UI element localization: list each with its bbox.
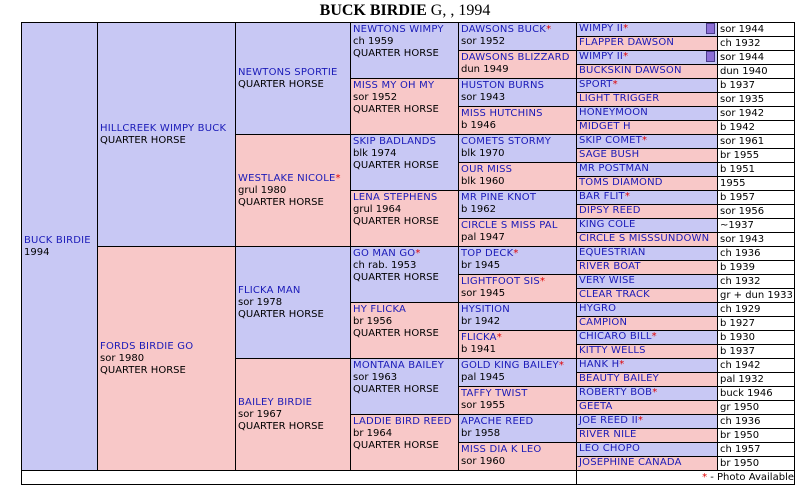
- horse-name-line: [461, 164, 575, 176]
- gen4-horse-cell: [350, 190, 460, 247]
- photo-star: *: [652, 387, 658, 398]
- page-title: [0, 2, 810, 20]
- horse-breed-line: QUARTER HORSE: [238, 420, 324, 432]
- horse-breed-line: QUARTER HORSE: [353, 384, 439, 395]
- horse-name-link[interactable]: RIVER NILE: [579, 429, 637, 440]
- horse-name-line: [353, 360, 457, 372]
- gen6-horse-cell: [576, 260, 719, 275]
- gen6-horse-info: pal 1932: [717, 372, 795, 387]
- gen4-horse-cell: [350, 302, 460, 359]
- gen6-horse-cell: [576, 428, 719, 443]
- horse-name-line: [238, 397, 349, 409]
- title-horse-details: G, , 1994: [426, 2, 491, 19]
- horse-name-line: [461, 192, 575, 204]
- gen5-horse-cell: [458, 134, 578, 163]
- gen6-horse-cell: [576, 120, 719, 135]
- gen6-horse-info: br 1955: [717, 148, 795, 163]
- gen5-horse-cell: [458, 442, 578, 471]
- horse-name-link[interactable]: HANK H: [579, 359, 620, 370]
- horse-name-link[interactable]: CIRCLE S MISS PAL: [461, 220, 558, 231]
- photo-star: *: [612, 79, 618, 90]
- horse-name-line: [461, 332, 575, 344]
- horse-name-link[interactable]: MIDGET H: [579, 121, 631, 132]
- horse-name-link[interactable]: BAR FLIT: [579, 191, 625, 202]
- horse-name-link[interactable]: WESTLAKE NICOLE: [238, 172, 336, 184]
- gen3-horse-cell: [235, 134, 352, 247]
- gen6-horse-info: 1955: [717, 176, 795, 191]
- gen5-horse-cell: [458, 162, 578, 191]
- horse-name-link[interactable]: GO MAN GO: [353, 248, 416, 259]
- gen6-horse-info: b 1927: [717, 316, 795, 331]
- horse-name-link[interactable]: APACHE REED: [461, 416, 534, 427]
- gen6-horse-info: buck 1946: [717, 386, 795, 401]
- gen6-horse-cell: [576, 414, 719, 429]
- horse-name-link[interactable]: NEWTONS WIMPY: [353, 24, 444, 35]
- horse-name-line: [461, 80, 575, 92]
- horse-detail-line: pal 1945: [461, 372, 505, 383]
- gen6-horse-info: b 1951: [717, 162, 795, 177]
- horse-name-link[interactable]: CHICARO BILL: [579, 331, 652, 342]
- horse-detail-line: br 1964: [353, 428, 393, 439]
- gen6-horse-cell: [576, 344, 719, 359]
- photo-star: *: [496, 332, 502, 343]
- gen5-horse-cell: [458, 302, 578, 331]
- gen6-horse-info: b 1937: [717, 344, 795, 359]
- horse-name-link[interactable]: SKIP BADLANDS: [353, 136, 437, 147]
- horse-name-line: [461, 304, 575, 316]
- legend-star: *: [702, 472, 708, 483]
- horse-breed-line: QUARTER HORSE: [238, 196, 324, 208]
- horse-detail-line: sor 1978: [238, 296, 283, 308]
- horse-name-link[interactable]: KING COLE: [579, 219, 636, 230]
- legend-text: - Photo Available: [707, 472, 794, 483]
- horse-name-link[interactable]: RIVER BOAT: [579, 261, 641, 272]
- horse-name-line: [353, 80, 457, 92]
- gen6-horse-cell: [576, 288, 719, 303]
- gen3-horse-cell: [235, 22, 352, 135]
- gen6-horse-cell: [576, 204, 719, 219]
- horse-name-line: [461, 360, 575, 372]
- horse-name-link[interactable]: NEWTONS SPORTIE: [238, 66, 338, 78]
- gen6-horse-cell: [576, 176, 719, 191]
- gen5-horse-cell: [458, 386, 578, 415]
- horse-name-line: [461, 52, 575, 64]
- horse-detail-line: br 1956: [353, 316, 393, 327]
- gen4-horse-cell: [350, 22, 460, 79]
- horse-breed-line: QUARTER HORSE: [353, 160, 439, 171]
- horse-breed-line: QUARTER HORSE: [238, 308, 324, 320]
- gen6-horse-info: sor 1943: [717, 232, 795, 247]
- horse-name-link[interactable]: HILLCREEK WIMPY BUCK: [100, 122, 227, 134]
- gen2-horse-cell: [97, 246, 237, 471]
- horse-name-link[interactable]: TAFFY TWIST: [461, 388, 528, 399]
- gen6-horse-cell: [576, 64, 719, 79]
- horse-name-line: [353, 304, 457, 316]
- horse-name-link[interactable]: SPORT: [579, 79, 613, 90]
- horse-detail-line: sor 1945: [461, 288, 506, 299]
- horse-name-line: [461, 136, 575, 148]
- gen6-horse-cell: [576, 316, 719, 331]
- horse-name-line: [238, 173, 349, 185]
- horse-name-link[interactable]: BAILEY BIRDIE: [238, 396, 313, 408]
- gen6-horse-cell: [576, 442, 719, 457]
- gen6-horse-cell: [576, 246, 719, 261]
- gen6-horse-info: ch 1932: [717, 274, 795, 289]
- horse-name-link[interactable]: HYGRO: [579, 303, 617, 314]
- horse-detail-line: grul 1964: [353, 204, 402, 215]
- gen6-horse-info: b 1939: [717, 260, 795, 275]
- horse-detail-line: dun 1949: [461, 64, 509, 75]
- horse-detail-line: sor 1960: [461, 456, 506, 467]
- gen6-horse-info: gr + dun 1933: [717, 288, 795, 303]
- gen4-horse-cell: [350, 134, 460, 191]
- horse-name-link[interactable]: LIGHTFOOT SIS: [461, 276, 540, 287]
- horse-name-line: [238, 285, 349, 297]
- horse-name-link[interactable]: FORDS BIRDIE GO: [100, 340, 194, 352]
- horse-name-link[interactable]: COMETS STORMY: [461, 136, 552, 147]
- horse-detail-line: QUARTER HORSE: [100, 134, 186, 146]
- horse-name-link[interactable]: MISS HUTCHINS: [461, 108, 543, 119]
- photo-thumbnail-icon[interactable]: [706, 51, 715, 62]
- horse-name-line: [461, 444, 575, 456]
- gen6-horse-cell: [576, 302, 719, 317]
- gen6-horse-cell: [576, 22, 719, 37]
- horse-name-link[interactable]: MR PINE KNOT: [461, 192, 537, 203]
- horse-breed-line: QUARTER HORSE: [100, 364, 186, 376]
- gen6-horse-info: sor 1944: [717, 50, 795, 65]
- horse-detail-line: b 1941: [461, 344, 496, 355]
- photo-star: *: [546, 24, 552, 35]
- horse-breed-line: QUARTER HORSE: [353, 104, 439, 115]
- gen4-horse-cell: [350, 246, 460, 303]
- horse-detail-line: sor 1967: [238, 408, 283, 420]
- horse-detail-line: pal 1947: [461, 232, 505, 243]
- gen6-horse-info: sor 1944: [717, 22, 795, 37]
- horse-name-link[interactable]: CLEAR TRACK: [579, 289, 650, 300]
- gen4-horse-cell: [350, 414, 460, 471]
- horse-name-link[interactable]: EQUESTRIAN: [579, 247, 646, 258]
- horse-name-line: [100, 123, 234, 135]
- horse-name-link[interactable]: LIGHT TRIGGER: [579, 93, 660, 104]
- horse-name-line: [461, 388, 575, 400]
- photo-star: *: [623, 23, 629, 34]
- horse-name-line: [461, 24, 575, 36]
- horse-breed-line: QUARTER HORSE: [353, 48, 439, 59]
- gen5-horse-cell: [458, 218, 578, 247]
- gen5-horse-cell: [458, 274, 578, 303]
- horse-name-link[interactable]: CIRCLE S MISSSUNDOWN: [579, 233, 710, 244]
- horse-breed-line: QUARTER HORSE: [353, 328, 439, 339]
- horse-detail-line: br 1945: [461, 260, 501, 271]
- horse-name-link[interactable]: BEAUTY BAILEY: [579, 373, 659, 384]
- gen6-horse-cell: [576, 330, 719, 345]
- horse-name-line: [461, 416, 575, 428]
- gen5-horse-cell: [458, 50, 578, 79]
- horse-detail-line: QUARTER HORSE: [238, 78, 324, 90]
- horse-detail-line: b 1946: [461, 120, 496, 131]
- horse-name-link[interactable]: ROBERTY BOB: [579, 387, 653, 398]
- horse-name-line: [461, 108, 575, 120]
- photo-available-legend: [702, 472, 794, 484]
- gen6-horse-info: b 1957: [717, 190, 795, 205]
- horse-detail-line: sor 1952: [353, 92, 398, 103]
- horse-name-link[interactable]: MISS DIA K LEO: [461, 444, 542, 455]
- horse-detail-line: blk 1970: [461, 148, 505, 159]
- gen6-horse-info: ~1937: [717, 218, 795, 233]
- gen6-horse-cell: [576, 218, 719, 233]
- horse-detail-line: sor 1963: [353, 372, 398, 383]
- gen4-horse-cell: [350, 358, 460, 415]
- horse-name-link[interactable]: GEETA: [579, 401, 613, 412]
- horse-name-link[interactable]: TOP DECK: [461, 248, 514, 259]
- horse-name-link[interactable]: BUCK BIRDIE: [24, 234, 91, 246]
- gen6-horse-info: gr 1950: [717, 400, 795, 415]
- gen5-horse-cell: [458, 246, 578, 275]
- photo-star: *: [651, 331, 657, 342]
- horse-name-line: [353, 136, 457, 148]
- photo-star: *: [641, 135, 647, 146]
- horse-name-link[interactable]: HY FLICKA: [353, 304, 407, 315]
- photo-star: *: [558, 360, 564, 371]
- photo-star: *: [623, 51, 629, 62]
- gen6-horse-info: sor 1935: [717, 92, 795, 107]
- gen5-horse-cell: [458, 22, 578, 51]
- horse-name-link[interactable]: WIMPY II: [579, 51, 624, 62]
- horse-breed-line: QUARTER HORSE: [353, 440, 439, 451]
- gen6-horse-info: dun 1940: [717, 64, 795, 79]
- gen6-horse-info: b 1942: [717, 120, 795, 135]
- horse-detail-line: ch 1959: [353, 36, 394, 47]
- gen3-horse-cell: [235, 246, 352, 359]
- horse-name-link[interactable]: JOE REED II: [579, 415, 638, 426]
- gen5-horse-cell: [458, 330, 578, 359]
- photo-star: *: [513, 248, 519, 259]
- horse-name-link[interactable]: DIPSY REED: [579, 205, 641, 216]
- gen1-horse-cell: [21, 22, 99, 471]
- horse-breed-line: QUARTER HORSE: [353, 272, 439, 283]
- gen6-horse-cell: [576, 134, 719, 149]
- horse-name-link[interactable]: OUR MISS: [461, 164, 513, 175]
- gen5-horse-cell: [458, 190, 578, 219]
- horse-name-link[interactable]: GOLD KING BAILEY: [461, 360, 559, 371]
- horse-detail-line: blk 1974: [353, 148, 397, 159]
- horse-name-line: [353, 248, 457, 260]
- horse-detail-line: 1994: [24, 246, 50, 258]
- horse-detail-line: sor 1980: [100, 352, 145, 364]
- horse-detail-line: grul 1980: [238, 184, 287, 196]
- gen6-horse-cell: [576, 148, 719, 163]
- horse-name-line: [461, 220, 575, 232]
- horse-detail-line: sor 1952: [461, 36, 506, 47]
- horse-name-link[interactable]: LADDIE BIRD REED: [353, 416, 452, 427]
- gen6-horse-info: ch 1942: [717, 358, 795, 373]
- horse-name-line: [461, 248, 575, 260]
- horse-detail-line: br 1942: [461, 316, 501, 327]
- gen6-horse-info: ch 1957: [717, 442, 795, 457]
- gen3-horse-cell: [235, 358, 352, 471]
- photo-star: *: [335, 172, 341, 184]
- horse-name-link[interactable]: VERY WISE: [579, 275, 636, 286]
- gen5-horse-cell: [458, 106, 578, 135]
- gen6-horse-info: ch 1936: [717, 246, 795, 261]
- horse-name-link[interactable]: BUCKSKIN DAWSON: [579, 65, 682, 76]
- gen6-horse-cell: [576, 456, 719, 471]
- horse-name-line: [461, 276, 575, 288]
- gen6-horse-cell: [576, 400, 719, 415]
- horse-name-link[interactable]: HONEYMOON: [579, 107, 648, 118]
- horse-name-link[interactable]: SKIP COMET: [579, 135, 642, 146]
- gen6-horse-info: b 1937: [717, 78, 795, 93]
- gen6-horse-cell: [576, 358, 719, 373]
- horse-name-link[interactable]: KITTY WELLS: [579, 345, 646, 356]
- horse-detail-line: sor 1943: [461, 92, 506, 103]
- gen6-horse-cell: [576, 162, 719, 177]
- horse-name-line: [353, 24, 457, 36]
- horse-name-link[interactable]: MISS MY OH MY: [353, 80, 435, 91]
- gen6-horse-cell: [576, 50, 719, 65]
- gen6-horse-info: br 1950: [717, 428, 795, 443]
- horse-name-link[interactable]: JOSEPHINE CANADA: [579, 457, 682, 468]
- horse-detail-line: sor 1955: [461, 400, 506, 411]
- horse-breed-line: QUARTER HORSE: [353, 216, 439, 227]
- gen6-horse-info: br 1950: [717, 456, 795, 471]
- horse-name-link[interactable]: LENA STEPHENS: [353, 192, 438, 203]
- gen6-horse-cell: [576, 274, 719, 289]
- horse-name-link[interactable]: MR POSTMAN: [579, 163, 650, 174]
- gen6-horse-cell: [576, 386, 719, 401]
- footer-empty-cell: [21, 470, 577, 485]
- gen6-horse-cell: [576, 372, 719, 387]
- photo-star: *: [624, 191, 630, 202]
- photo-star: *: [539, 276, 545, 287]
- photo-star: *: [619, 359, 625, 370]
- gen6-horse-info: sor 1956: [717, 204, 795, 219]
- photo-star: *: [415, 248, 421, 259]
- horse-name-link[interactable]: FLAPPER DAWSON: [579, 37, 675, 48]
- gen4-horse-cell: [350, 78, 460, 135]
- gen6-horse-info: ch 1932: [717, 36, 795, 51]
- horse-name-link[interactable]: FLICKA MAN: [238, 284, 301, 296]
- gen2-horse-cell: [97, 22, 237, 247]
- photo-star: *: [637, 415, 643, 426]
- gen6-horse-cell: [576, 78, 719, 93]
- gen6-horse-info: ch 1929: [717, 302, 795, 317]
- horse-name-link[interactable]: HYSITION: [461, 304, 510, 315]
- horse-name-link[interactable]: TOMS DIAMOND: [579, 177, 663, 188]
- gen6-horse-cell: [576, 190, 719, 205]
- horse-name-link[interactable]: DAWSONS BLIZZARD: [461, 52, 570, 63]
- gen5-horse-cell: [458, 78, 578, 107]
- horse-name-link[interactable]: FLICKA: [461, 332, 497, 343]
- horse-name-line: [238, 67, 349, 79]
- gen6-horse-info: ch 1936: [717, 414, 795, 429]
- horse-detail-line: ch rab. 1953: [353, 260, 417, 271]
- horse-name-line: [353, 416, 457, 428]
- horse-name-link[interactable]: MONTANA BAILEY: [353, 360, 445, 371]
- horse-name-link[interactable]: DAWSONS BUCK: [461, 24, 547, 35]
- gen6-horse-info: sor 1961: [717, 134, 795, 149]
- gen6-horse-cell: [576, 232, 719, 247]
- gen6-horse-cell: [576, 106, 719, 121]
- gen6-horse-cell: [576, 92, 719, 107]
- gen6-horse-cell: [576, 36, 719, 51]
- horse-name-line: [100, 341, 234, 353]
- photo-thumbnail-icon[interactable]: [706, 23, 715, 34]
- horse-name-link[interactable]: CAMPION: [579, 317, 628, 328]
- gen6-horse-info: sor 1942: [717, 106, 795, 121]
- horse-detail-line: blk 1960: [461, 176, 505, 187]
- title-horse-name: BUCK BIRDIE: [319, 2, 427, 19]
- gen6-horse-info: b 1930: [717, 330, 795, 345]
- horse-name-link[interactable]: HUSTON BURNS: [461, 80, 545, 91]
- horse-name-line: [24, 235, 96, 247]
- gen5-horse-cell: [458, 358, 578, 387]
- horse-name-line: [353, 192, 457, 204]
- horse-detail-line: b 1962: [461, 204, 496, 215]
- horse-name-link[interactable]: SAGE BUSH: [579, 149, 640, 160]
- horse-name-link[interactable]: WIMPY II: [579, 23, 624, 34]
- gen5-horse-cell: [458, 414, 578, 443]
- horse-detail-line: br 1958: [461, 428, 501, 439]
- horse-name-link[interactable]: LEO CHOPO: [579, 443, 641, 454]
